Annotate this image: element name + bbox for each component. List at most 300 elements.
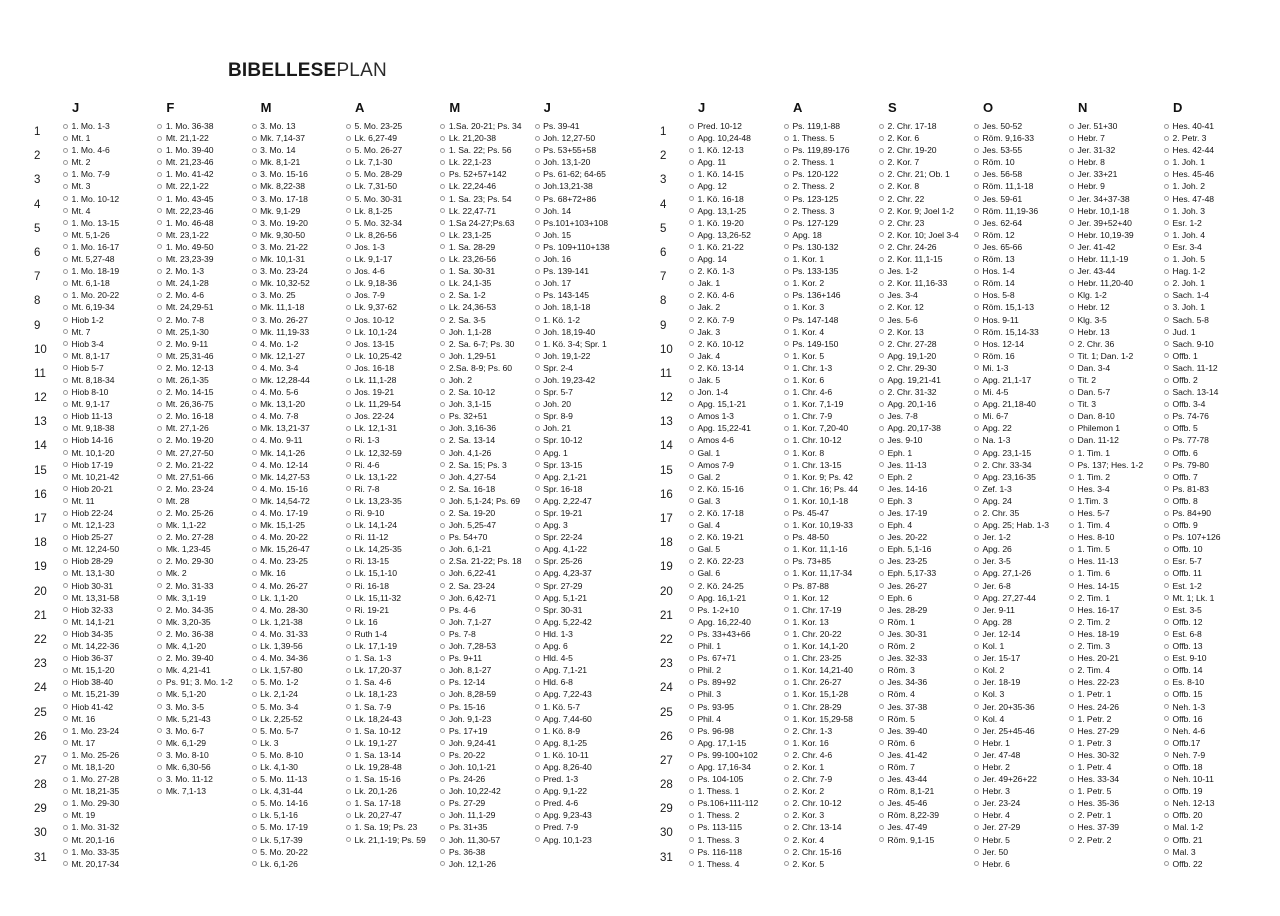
reading-entry[interactable]	[1161, 785, 1256, 797]
reading-entry[interactable]	[876, 616, 971, 628]
reading-entry[interactable]	[686, 676, 781, 688]
reading-entry[interactable]	[60, 725, 154, 737]
reading-entry[interactable]	[1161, 531, 1256, 543]
reading-entry[interactable]	[1161, 761, 1256, 773]
reading-entry[interactable]	[60, 676, 154, 688]
reading-entry[interactable]	[781, 749, 876, 761]
reading-entry[interactable]	[876, 156, 971, 168]
reading-entry[interactable]	[781, 701, 876, 713]
reading-entry[interactable]	[60, 338, 154, 350]
reading-entry[interactable]	[154, 555, 248, 567]
reading-entry[interactable]	[532, 338, 626, 350]
reading-entry[interactable]	[876, 628, 971, 640]
reading-entry[interactable]	[876, 507, 971, 519]
reading-entry[interactable]	[781, 640, 876, 652]
reading-entry[interactable]	[343, 519, 437, 531]
reading-entry[interactable]	[876, 483, 971, 495]
reading-entry[interactable]	[1161, 495, 1256, 507]
reading-entry[interactable]	[60, 301, 154, 313]
reading-entry[interactable]	[60, 543, 154, 555]
reading-entry[interactable]	[971, 640, 1066, 652]
reading-entry[interactable]	[876, 229, 971, 241]
reading-entry[interactable]	[781, 676, 876, 688]
reading-entry[interactable]	[154, 604, 248, 616]
reading-entry[interactable]	[343, 350, 437, 362]
reading-entry[interactable]	[686, 785, 781, 797]
reading-entry[interactable]	[1066, 398, 1161, 410]
reading-entry[interactable]	[437, 398, 531, 410]
reading-entry[interactable]	[437, 688, 531, 700]
reading-entry[interactable]	[686, 410, 781, 422]
reading-entry[interactable]	[971, 555, 1066, 567]
reading-entry[interactable]	[781, 785, 876, 797]
reading-entry[interactable]	[781, 773, 876, 785]
reading-entry[interactable]	[60, 749, 154, 761]
reading-entry[interactable]	[60, 241, 154, 253]
reading-entry[interactable]	[154, 422, 248, 434]
reading-entry[interactable]	[249, 362, 343, 374]
reading-entry[interactable]	[343, 422, 437, 434]
reading-entry[interactable]	[343, 471, 437, 483]
reading-entry[interactable]	[686, 604, 781, 616]
reading-entry[interactable]	[971, 701, 1066, 713]
reading-entry[interactable]	[1161, 289, 1256, 301]
reading-entry[interactable]	[532, 447, 626, 459]
reading-entry[interactable]	[781, 241, 876, 253]
reading-entry[interactable]	[686, 749, 781, 761]
reading-entry[interactable]	[1161, 652, 1256, 664]
reading-entry[interactable]	[60, 132, 154, 144]
reading-entry[interactable]	[343, 483, 437, 495]
reading-entry[interactable]	[1161, 821, 1256, 833]
reading-entry[interactable]	[1066, 616, 1161, 628]
reading-entry[interactable]	[249, 773, 343, 785]
reading-entry[interactable]	[154, 180, 248, 192]
reading-entry[interactable]	[876, 773, 971, 785]
reading-entry[interactable]	[343, 531, 437, 543]
reading-entry[interactable]	[876, 713, 971, 725]
reading-entry[interactable]	[971, 809, 1066, 821]
reading-entry[interactable]	[971, 676, 1066, 688]
reading-entry[interactable]	[876, 652, 971, 664]
reading-entry[interactable]	[249, 168, 343, 180]
reading-entry[interactable]	[437, 120, 531, 132]
reading-entry[interactable]	[60, 858, 154, 870]
reading-entry[interactable]	[343, 773, 437, 785]
reading-entry[interactable]	[876, 701, 971, 713]
reading-entry[interactable]	[1066, 326, 1161, 338]
reading-entry[interactable]	[876, 676, 971, 688]
reading-entry[interactable]	[437, 761, 531, 773]
reading-entry[interactable]	[781, 846, 876, 858]
reading-entry[interactable]	[437, 858, 531, 870]
reading-entry[interactable]	[971, 459, 1066, 471]
reading-entry[interactable]	[343, 374, 437, 386]
reading-entry[interactable]	[154, 241, 248, 253]
reading-entry[interactable]	[154, 628, 248, 640]
reading-entry[interactable]	[249, 785, 343, 797]
reading-entry[interactable]	[971, 180, 1066, 192]
reading-entry[interactable]	[876, 410, 971, 422]
reading-entry[interactable]	[437, 447, 531, 459]
reading-entry[interactable]	[1066, 314, 1161, 326]
reading-entry[interactable]	[437, 265, 531, 277]
reading-entry[interactable]	[1066, 410, 1161, 422]
reading-entry[interactable]	[686, 688, 781, 700]
reading-entry[interactable]	[343, 265, 437, 277]
reading-entry[interactable]	[876, 785, 971, 797]
reading-entry[interactable]	[154, 616, 248, 628]
reading-entry[interactable]	[437, 519, 531, 531]
reading-entry[interactable]	[343, 205, 437, 217]
reading-entry[interactable]	[60, 156, 154, 168]
reading-entry[interactable]	[437, 434, 531, 446]
reading-entry[interactable]	[60, 471, 154, 483]
reading-entry[interactable]	[971, 664, 1066, 676]
reading-entry[interactable]	[154, 459, 248, 471]
reading-entry[interactable]	[154, 362, 248, 374]
reading-entry[interactable]	[437, 289, 531, 301]
reading-entry[interactable]	[781, 253, 876, 265]
reading-entry[interactable]	[781, 120, 876, 132]
reading-entry[interactable]	[343, 132, 437, 144]
reading-entry[interactable]	[154, 749, 248, 761]
reading-entry[interactable]	[249, 821, 343, 833]
reading-entry[interactable]	[60, 604, 154, 616]
reading-entry[interactable]	[781, 471, 876, 483]
reading-entry[interactable]	[1066, 422, 1161, 434]
reading-entry[interactable]	[781, 314, 876, 326]
reading-entry[interactable]	[686, 156, 781, 168]
reading-entry[interactable]	[876, 664, 971, 676]
reading-entry[interactable]	[60, 253, 154, 265]
reading-entry[interactable]	[532, 398, 626, 410]
reading-entry[interactable]	[781, 459, 876, 471]
reading-entry[interactable]	[249, 507, 343, 519]
reading-entry[interactable]	[1161, 725, 1256, 737]
reading-entry[interactable]	[1161, 628, 1256, 640]
reading-entry[interactable]	[1066, 567, 1161, 579]
reading-entry[interactable]	[343, 725, 437, 737]
reading-entry[interactable]	[1161, 688, 1256, 700]
reading-entry[interactable]	[437, 156, 531, 168]
reading-entry[interactable]	[1066, 471, 1161, 483]
reading-entry[interactable]	[1066, 483, 1161, 495]
reading-entry[interactable]	[437, 253, 531, 265]
reading-entry[interactable]	[437, 410, 531, 422]
reading-entry[interactable]	[1066, 350, 1161, 362]
reading-entry[interactable]	[971, 507, 1066, 519]
reading-entry[interactable]	[343, 543, 437, 555]
reading-entry[interactable]	[971, 713, 1066, 725]
reading-entry[interactable]	[876, 543, 971, 555]
reading-entry[interactable]	[154, 374, 248, 386]
reading-entry[interactable]	[876, 374, 971, 386]
reading-entry[interactable]	[249, 628, 343, 640]
reading-entry[interactable]	[971, 314, 1066, 326]
reading-entry[interactable]	[876, 761, 971, 773]
reading-entry[interactable]	[971, 797, 1066, 809]
reading-entry[interactable]	[532, 737, 626, 749]
reading-entry[interactable]	[1161, 132, 1256, 144]
reading-entry[interactable]	[60, 205, 154, 217]
reading-entry[interactable]	[781, 821, 876, 833]
reading-entry[interactable]	[686, 398, 781, 410]
reading-entry[interactable]	[1161, 398, 1256, 410]
reading-entry[interactable]	[1161, 616, 1256, 628]
reading-entry[interactable]	[60, 688, 154, 700]
reading-entry[interactable]	[1161, 555, 1256, 567]
reading-entry[interactable]	[343, 628, 437, 640]
reading-entry[interactable]	[532, 350, 626, 362]
reading-entry[interactable]	[60, 180, 154, 192]
reading-entry[interactable]	[437, 737, 531, 749]
reading-entry[interactable]	[154, 277, 248, 289]
reading-entry[interactable]	[781, 156, 876, 168]
reading-entry[interactable]	[249, 374, 343, 386]
reading-entry[interactable]	[532, 519, 626, 531]
reading-entry[interactable]	[1066, 749, 1161, 761]
reading-entry[interactable]	[1066, 434, 1161, 446]
reading-entry[interactable]	[781, 567, 876, 579]
reading-entry[interactable]	[249, 326, 343, 338]
reading-entry[interactable]	[781, 447, 876, 459]
reading-entry[interactable]	[249, 471, 343, 483]
reading-entry[interactable]	[686, 809, 781, 821]
reading-entry[interactable]	[343, 253, 437, 265]
reading-entry[interactable]	[154, 688, 248, 700]
reading-entry[interactable]	[154, 640, 248, 652]
reading-entry[interactable]	[532, 217, 626, 229]
reading-entry[interactable]	[437, 338, 531, 350]
reading-entry[interactable]	[1161, 350, 1256, 362]
reading-entry[interactable]	[1161, 604, 1256, 616]
reading-entry[interactable]	[971, 229, 1066, 241]
reading-entry[interactable]	[971, 543, 1066, 555]
reading-entry[interactable]	[60, 289, 154, 301]
reading-entry[interactable]	[154, 168, 248, 180]
reading-entry[interactable]	[686, 580, 781, 592]
reading-entry[interactable]	[249, 120, 343, 132]
reading-entry[interactable]	[437, 229, 531, 241]
reading-entry[interactable]	[1066, 664, 1161, 676]
reading-entry[interactable]	[971, 205, 1066, 217]
reading-entry[interactable]	[1161, 773, 1256, 785]
reading-entry[interactable]	[971, 580, 1066, 592]
reading-entry[interactable]	[343, 301, 437, 313]
reading-entry[interactable]	[686, 725, 781, 737]
reading-entry[interactable]	[437, 592, 531, 604]
reading-entry[interactable]	[249, 241, 343, 253]
reading-entry[interactable]	[1066, 797, 1161, 809]
reading-entry[interactable]	[60, 265, 154, 277]
reading-entry[interactable]	[154, 301, 248, 313]
reading-entry[interactable]	[971, 277, 1066, 289]
reading-entry[interactable]	[249, 314, 343, 326]
reading-entry[interactable]	[154, 495, 248, 507]
reading-entry[interactable]	[1161, 168, 1256, 180]
reading-entry[interactable]	[343, 507, 437, 519]
reading-entry[interactable]	[686, 326, 781, 338]
reading-entry[interactable]	[437, 543, 531, 555]
reading-entry[interactable]	[437, 531, 531, 543]
reading-entry[interactable]	[249, 688, 343, 700]
reading-entry[interactable]	[781, 205, 876, 217]
reading-entry[interactable]	[249, 229, 343, 241]
reading-entry[interactable]	[876, 253, 971, 265]
reading-entry[interactable]	[154, 483, 248, 495]
reading-entry[interactable]	[60, 773, 154, 785]
reading-entry[interactable]	[1161, 676, 1256, 688]
reading-entry[interactable]	[60, 398, 154, 410]
reading-entry[interactable]	[686, 483, 781, 495]
reading-entry[interactable]	[1066, 447, 1161, 459]
reading-entry[interactable]	[154, 350, 248, 362]
reading-entry[interactable]	[60, 422, 154, 434]
reading-entry[interactable]	[532, 362, 626, 374]
reading-entry[interactable]	[876, 725, 971, 737]
reading-entry[interactable]	[876, 567, 971, 579]
reading-entry[interactable]	[1066, 531, 1161, 543]
reading-entry[interactable]	[1161, 434, 1256, 446]
reading-entry[interactable]	[154, 144, 248, 156]
reading-entry[interactable]	[60, 229, 154, 241]
reading-entry[interactable]	[876, 398, 971, 410]
reading-entry[interactable]	[343, 168, 437, 180]
reading-entry[interactable]	[876, 495, 971, 507]
reading-entry[interactable]	[876, 338, 971, 350]
reading-entry[interactable]	[1066, 725, 1161, 737]
reading-entry[interactable]	[876, 120, 971, 132]
reading-entry[interactable]	[686, 301, 781, 313]
reading-entry[interactable]	[437, 144, 531, 156]
reading-entry[interactable]	[343, 434, 437, 446]
reading-entry[interactable]	[60, 737, 154, 749]
reading-entry[interactable]	[876, 519, 971, 531]
reading-entry[interactable]	[686, 471, 781, 483]
reading-entry[interactable]	[686, 652, 781, 664]
reading-entry[interactable]	[60, 821, 154, 833]
reading-entry[interactable]	[60, 580, 154, 592]
reading-entry[interactable]	[437, 846, 531, 858]
reading-entry[interactable]	[781, 507, 876, 519]
reading-entry[interactable]	[971, 592, 1066, 604]
reading-entry[interactable]	[781, 386, 876, 398]
reading-entry[interactable]	[532, 567, 626, 579]
reading-entry[interactable]	[60, 616, 154, 628]
reading-entry[interactable]	[60, 374, 154, 386]
reading-entry[interactable]	[971, 688, 1066, 700]
reading-entry[interactable]	[781, 193, 876, 205]
reading-entry[interactable]	[686, 592, 781, 604]
reading-entry[interactable]	[781, 519, 876, 531]
reading-entry[interactable]	[971, 821, 1066, 833]
reading-entry[interactable]	[686, 567, 781, 579]
reading-entry[interactable]	[532, 301, 626, 313]
reading-entry[interactable]	[971, 338, 1066, 350]
reading-entry[interactable]	[971, 422, 1066, 434]
reading-entry[interactable]	[532, 725, 626, 737]
reading-entry[interactable]	[686, 193, 781, 205]
reading-entry[interactable]	[437, 507, 531, 519]
reading-entry[interactable]	[876, 217, 971, 229]
reading-entry[interactable]	[781, 834, 876, 846]
reading-entry[interactable]	[343, 821, 437, 833]
reading-entry[interactable]	[971, 350, 1066, 362]
reading-entry[interactable]	[1161, 592, 1256, 604]
reading-entry[interactable]	[532, 241, 626, 253]
reading-entry[interactable]	[343, 652, 437, 664]
reading-entry[interactable]	[154, 471, 248, 483]
reading-entry[interactable]	[532, 604, 626, 616]
reading-entry[interactable]	[437, 785, 531, 797]
reading-entry[interactable]	[437, 374, 531, 386]
reading-entry[interactable]	[154, 676, 248, 688]
reading-entry[interactable]	[249, 495, 343, 507]
reading-entry[interactable]	[249, 640, 343, 652]
reading-entry[interactable]	[154, 386, 248, 398]
reading-entry[interactable]	[1161, 229, 1256, 241]
reading-entry[interactable]	[532, 253, 626, 265]
reading-entry[interactable]	[686, 640, 781, 652]
reading-entry[interactable]	[532, 555, 626, 567]
reading-entry[interactable]	[971, 386, 1066, 398]
reading-entry[interactable]	[249, 761, 343, 773]
reading-entry[interactable]	[781, 628, 876, 640]
reading-entry[interactable]	[1161, 580, 1256, 592]
reading-entry[interactable]	[1161, 277, 1256, 289]
reading-entry[interactable]	[437, 628, 531, 640]
reading-entry[interactable]	[1066, 737, 1161, 749]
reading-entry[interactable]	[686, 277, 781, 289]
reading-entry[interactable]	[1066, 555, 1161, 567]
reading-entry[interactable]	[781, 338, 876, 350]
reading-entry[interactable]	[1161, 797, 1256, 809]
reading-entry[interactable]	[343, 398, 437, 410]
reading-entry[interactable]	[686, 253, 781, 265]
reading-entry[interactable]	[1066, 168, 1161, 180]
reading-entry[interactable]	[437, 701, 531, 713]
reading-entry[interactable]	[532, 374, 626, 386]
reading-entry[interactable]	[971, 652, 1066, 664]
reading-entry[interactable]	[154, 326, 248, 338]
reading-entry[interactable]	[686, 616, 781, 628]
reading-entry[interactable]	[971, 785, 1066, 797]
reading-entry[interactable]	[437, 459, 531, 471]
reading-entry[interactable]	[781, 265, 876, 277]
reading-entry[interactable]	[1066, 289, 1161, 301]
reading-entry[interactable]	[249, 543, 343, 555]
reading-entry[interactable]	[532, 543, 626, 555]
reading-entry[interactable]	[249, 277, 343, 289]
reading-entry[interactable]	[971, 761, 1066, 773]
reading-entry[interactable]	[249, 555, 343, 567]
reading-entry[interactable]	[532, 676, 626, 688]
reading-entry[interactable]	[60, 713, 154, 725]
reading-entry[interactable]	[1161, 519, 1256, 531]
reading-entry[interactable]	[532, 664, 626, 676]
reading-entry[interactable]	[781, 217, 876, 229]
reading-entry[interactable]	[1066, 592, 1161, 604]
reading-entry[interactable]	[876, 592, 971, 604]
reading-entry[interactable]	[1161, 301, 1256, 313]
reading-entry[interactable]	[343, 785, 437, 797]
reading-entry[interactable]	[971, 168, 1066, 180]
reading-entry[interactable]	[781, 725, 876, 737]
reading-entry[interactable]	[154, 507, 248, 519]
reading-entry[interactable]	[532, 785, 626, 797]
reading-entry[interactable]	[437, 217, 531, 229]
